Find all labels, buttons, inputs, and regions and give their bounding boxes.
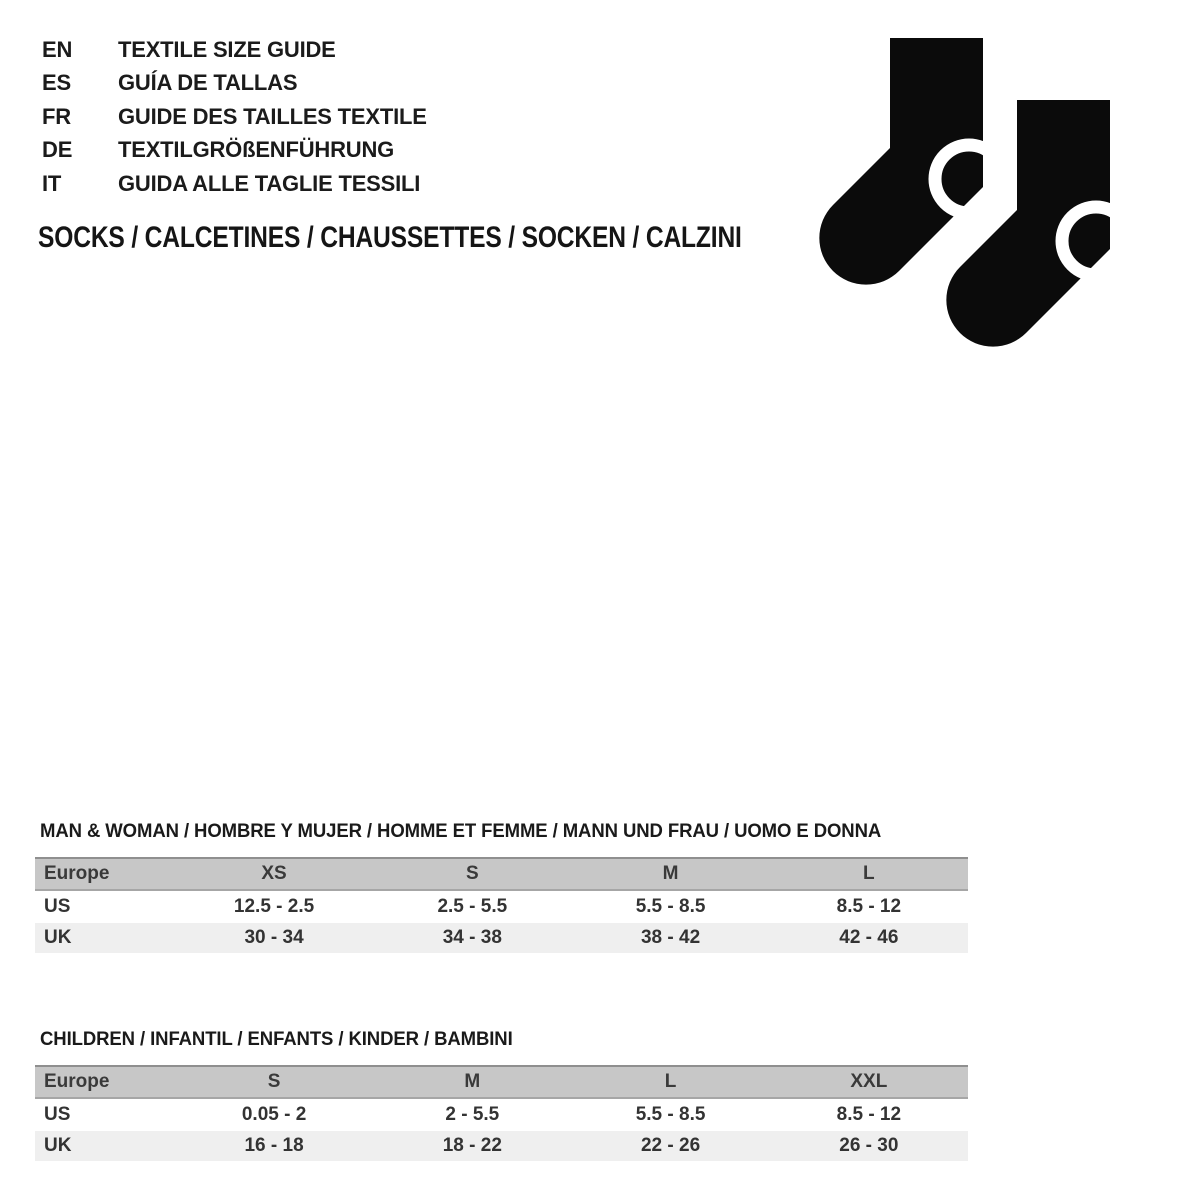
language-code: DE [42, 137, 73, 163]
table-row [35, 1098, 968, 1131]
table-row [35, 1131, 968, 1161]
column-header-region: Europe [44, 1071, 110, 1092]
language-title-list [42, 33, 427, 201]
size-cell: 5.5 - 8.5 [635, 1104, 706, 1125]
size-cell: 0.05 - 2 [241, 1104, 307, 1125]
size-table-man-woman [35, 857, 968, 953]
size-cell: 2.5 - 5.5 [437, 896, 508, 917]
size-cell: 16 - 18 [244, 1135, 304, 1156]
column-header-size: M [464, 1071, 481, 1092]
size-cell: 22 - 26 [640, 1135, 701, 1156]
column-header-size: XXL [850, 1071, 888, 1092]
language-code: EN [42, 36, 73, 62]
language-code: ES [42, 70, 71, 96]
table-header-row [35, 1066, 968, 1098]
language-row-de [42, 134, 427, 168]
row-label: US [44, 1104, 71, 1125]
column-header-size: L [664, 1071, 677, 1092]
row-label: US [44, 896, 71, 917]
language-label: TEXTILE SIZE GUIDE [118, 36, 336, 62]
language-row-fr [42, 100, 427, 134]
column-header-region: Europe [44, 863, 110, 884]
size-cell: 18 - 22 [442, 1135, 502, 1156]
size-cell: 42 - 46 [839, 927, 899, 948]
size-cell: 38 - 42 [640, 927, 701, 948]
language-row-en [42, 33, 427, 67]
product-category-heading: SOCKS / CALCETINES / CHAUSSETTES / SOCKEN / CALZINI [38, 221, 742, 254]
column-header-size: XS [261, 863, 287, 884]
size-cell: 5.5 - 8.5 [635, 896, 706, 917]
table-title-man-woman: MAN & WOMAN / HOMBRE Y MUJER / HOMME ET FEMME / MANN UND FRAU / UOMO E DONNA [40, 820, 882, 842]
size-cell: 26 - 30 [839, 1135, 899, 1156]
language-code: FR [42, 103, 71, 129]
row-label: UK [44, 927, 72, 948]
language-label: GUIDA ALLE TAGLIE TESSILI [118, 170, 421, 196]
size-cell: 8.5 - 12 [836, 1104, 902, 1125]
language-label: GUIDE DES TAILLES TEXTILE [118, 103, 427, 129]
language-code: IT [42, 170, 62, 196]
size-cell: 12.5 - 2.5 [233, 896, 315, 917]
table-row [35, 923, 968, 953]
size-cell: 30 - 34 [244, 927, 304, 948]
size-table-children [35, 1065, 968, 1161]
table-row [35, 890, 968, 923]
language-row-it [42, 167, 427, 201]
table-title-children: CHILDREN / INFANTIL / ENFANTS / KINDER / BAMBINI [40, 1028, 513, 1050]
column-header-size: S [465, 863, 479, 884]
column-header-size: L [863, 863, 875, 884]
size-cell: 8.5 - 12 [836, 896, 902, 917]
column-header-size: M [662, 863, 679, 884]
language-label: TEXTILGRÖßENFÜHRUNG [118, 137, 395, 163]
table-header-row [35, 858, 968, 890]
language-row-es [42, 67, 427, 101]
row-label: UK [44, 1135, 72, 1156]
language-label: GUÍA DE TALLAS [118, 70, 298, 96]
column-header-size: S [267, 1071, 281, 1092]
size-cell: 34 - 38 [442, 927, 502, 948]
size-cell: 2 - 5.5 [445, 1104, 500, 1125]
socks-icon [800, 20, 1130, 360]
